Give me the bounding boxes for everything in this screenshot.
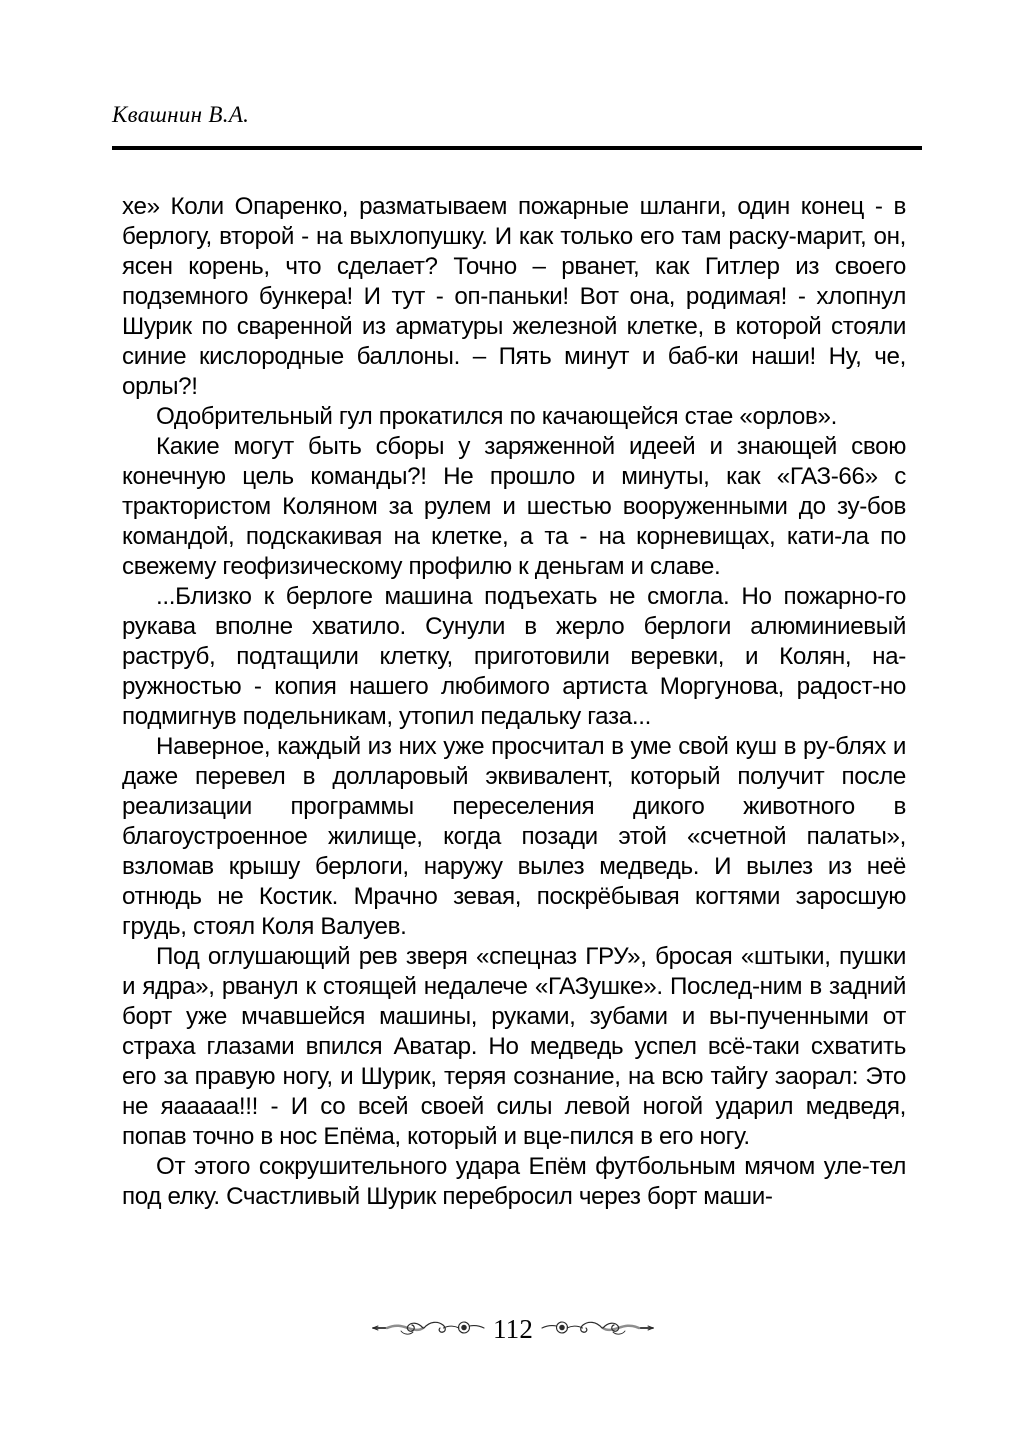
paragraph: ...Близко к берлоге машина подъехать не смогла. Но пожарно-го рукава вполне хватило. Сунули в жерло берлоги алюминиевый раструб, подтащили клетку, приготовили веревки, и Колян, на-ружностью - копия нашего любимого артиста Моргунова, радост-но подмигнув подельникам, утопил педальку газа... <box>122 583 906 730</box>
header-rule-divider <box>112 146 922 150</box>
floral-flourish-right-icon <box>535 1311 655 1345</box>
paragraph: Какие могут быть сборы у заряженной идеей и знающей свою конечную цель команды?! Не прошло и минуты, как «ГАЗ-66» с трактористом Коляном за рулем и шестью вооруженными до зу-бов командой, подскакивая на клетке, а та - на корневищах, кати-ла по свежему геофизическому профилю к деньгам и славе. <box>122 433 906 580</box>
page-number: 112 <box>492 1313 534 1344</box>
paragraph: Наверное, каждый из них уже просчитал в уме свой куш в ру-блях и даже перевел в долларовый эквивалент, который получит после реализации программы переселения дикого животного в благоустроенное жилище, когда позади этой «счетной палаты», взломав крышу берлоги, наружу вылез медведь. И вылез из неё отнюдь не Костик. Мрачно зевая, поскрёбывая когтями заросшую грудь, стоял Коля Валуев. <box>122 733 906 940</box>
running-head <box>112 100 922 138</box>
paragraph: хе» Коли Опаренко, разматываем пожарные шланги, один конец - в берлогу, второй - на выхлопушку. И как только его там раску-марит, он, ясен корень, что сделает? Точно – рванет, как Гитлер из своего подземного бункера! И тут - оп-паньки! Вот она, родимая! - хлопнул Шурик по сваренной из арматуры железной клетке, в которой стояли синие кислородные баллоны. – Пять минут и баб-ки наши! Ну, че, орлы?! <box>122 193 906 400</box>
body-text-block <box>122 192 906 1212</box>
page-footer <box>0 1300 1026 1356</box>
folio-ornament-group <box>371 1311 655 1345</box>
floral-flourish-left-icon <box>371 1311 491 1345</box>
rosette-left <box>458 1322 469 1333</box>
paragraph: Под оглушающий рев зверя «спецназ ГРУ», бросая «штыки, пушки и ядра», рванул к стоящей недалече «ГАЗушке». Послед-ним в задний борт уже мчавшейся машины, руками, зубами и вы-пученными от страха глазами впился Аватар. Но медведь успел всё-таки схватить его за правую ногу, и Шурик, теряя сознание, на всю тайгу заорал: Это не яааааа!!! - И со всей своей силы левой ногой ударил медведя, попав точно в нос Епёма, который и вце-пился в его ногу. <box>122 943 906 1150</box>
paragraph: От этого сокрушительного удара Епём футбольным мячом уле-тел под елку. Счастливый Шурик перебросил через борт маши- <box>122 1153 906 1210</box>
rosette-right <box>557 1322 568 1333</box>
running-head-author: Квашнин В.А. <box>112 102 250 127</box>
paragraph: Одобрительный гул прокатился по качающейся стае «орлов». <box>156 403 837 430</box>
